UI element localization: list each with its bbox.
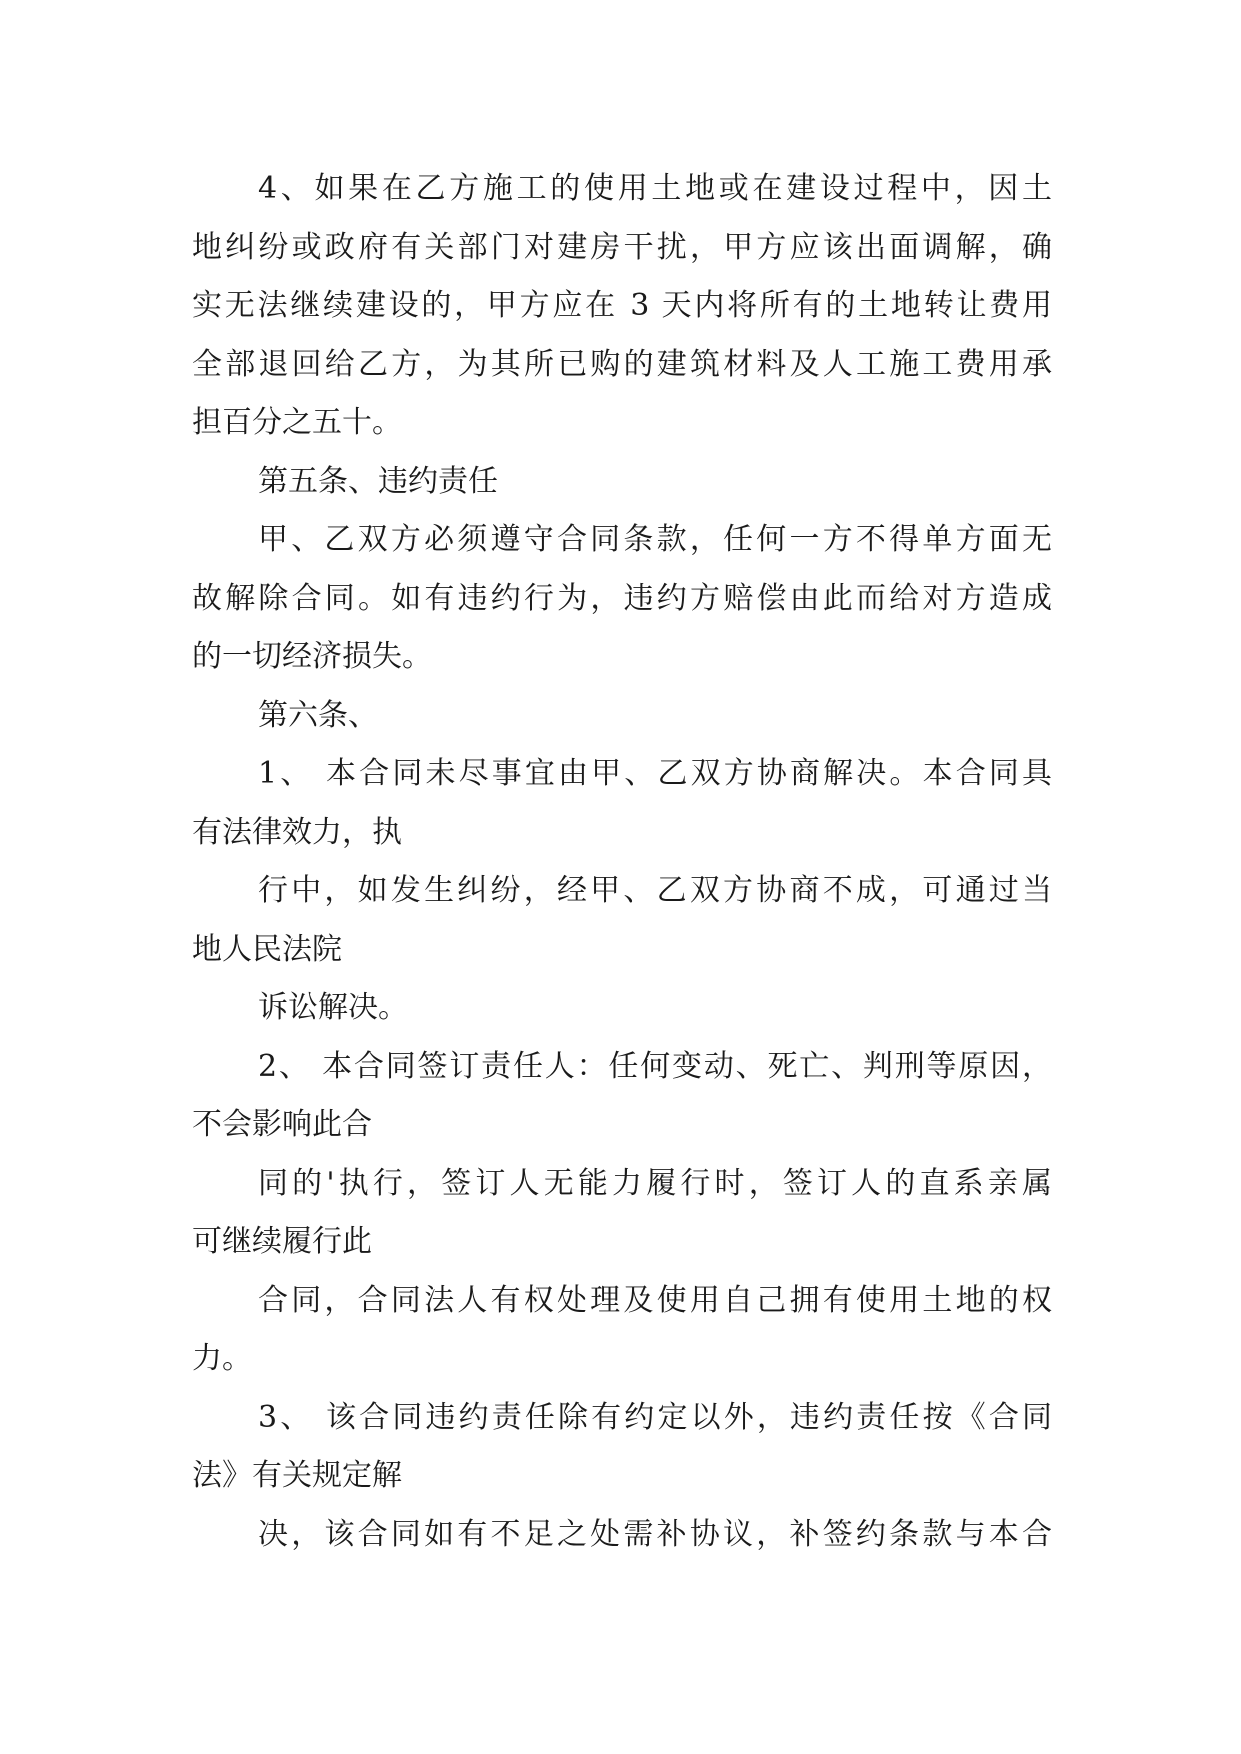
text-line: 诉讼解决。 bbox=[258, 990, 408, 1025]
text-line: 全部退回给乙方，为其所已购的建筑材料及人工施工费用承 bbox=[192, 346, 1052, 382]
section-heading: 第六条、 bbox=[258, 697, 378, 733]
text-line: 法》有关规定解 bbox=[192, 1458, 402, 1493]
text-line: 实无法继续建设的，甲方应在 3 天内将所有的土地转让费用 bbox=[192, 288, 1052, 323]
text-line: 不会影响此合 bbox=[192, 1107, 372, 1142]
text-line: 地人民法院 bbox=[192, 931, 342, 967]
text-line: 合同，合同法人有权处理及使用自己拥有使用土地的权 bbox=[258, 1282, 1052, 1318]
text-line: 2、 本合同签订责任人：任何变动、死亡、判刑等原因， bbox=[258, 1048, 1052, 1084]
text-line: 地纠纷或政府有关部门对建房干扰，甲方应该出面调解，确 bbox=[192, 229, 1052, 265]
text-line: 同的'执行，签订人无能力履行时，签订人的直系亲属 bbox=[258, 1165, 1052, 1201]
text-line: 可继续履行此 bbox=[192, 1224, 372, 1259]
text-line: 3、 该合同违约责任除有约定以外，违约责任按《合同 bbox=[258, 1399, 1052, 1435]
text-line: 故解除合同。如有违约行为，违约方赔偿由此而给对方造成 bbox=[192, 580, 1052, 616]
text-line: 行中，如发生纠纷，经甲、乙双方协商不成，可通过当 bbox=[258, 873, 1052, 908]
text-line: 的一切经济损失。 bbox=[192, 639, 432, 674]
text-line: 有法律效力，执 bbox=[192, 814, 402, 850]
text-line: 决，该合同如有不足之处需补协议，补签约条款与本合 bbox=[258, 1516, 1052, 1552]
text-line: 担百分之五十。 bbox=[192, 405, 402, 440]
text-line: 1、 本合同未尽事宜由甲、乙双方协商解决。本合同具 bbox=[258, 756, 1052, 791]
section-heading: 第五条、违约责任 bbox=[258, 463, 498, 499]
document-body bbox=[192, 160, 1052, 1564]
text-line: 4、如果在乙方施工的使用土地或在建设过程中，因土 bbox=[258, 171, 1052, 206]
text-line: 甲、乙双方必须遵守合同条款，任何一方不得单方面无 bbox=[258, 522, 1052, 557]
text-line: 力。 bbox=[192, 1341, 252, 1376]
